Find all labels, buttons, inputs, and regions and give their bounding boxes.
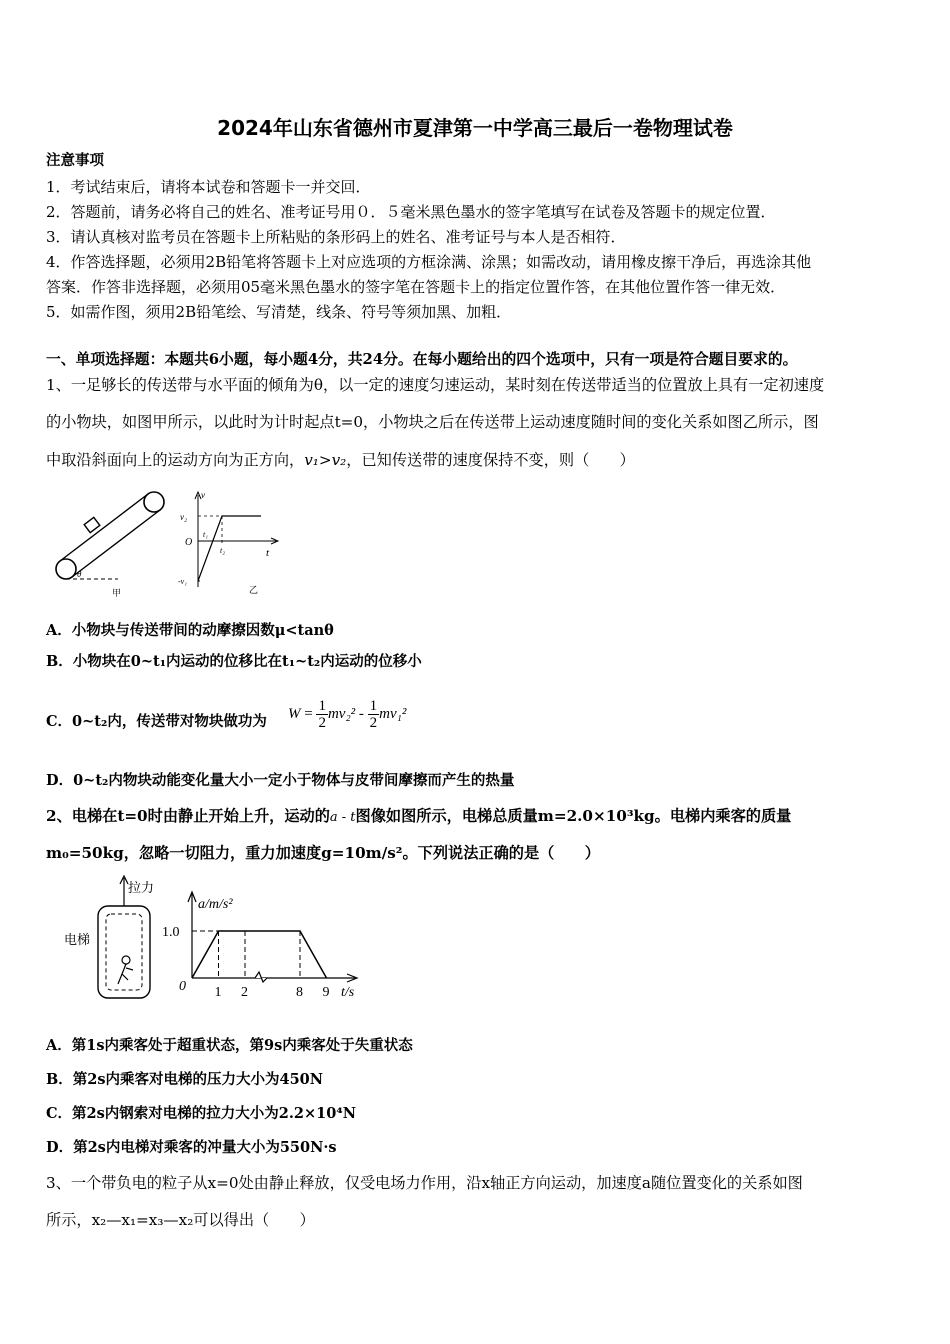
notice-item-5: 5．如需作图，须用2B铅笔绘、写清楚，线条、符号等须加黑、加粗． bbox=[46, 303, 512, 321]
notice-item-4: 4．作答选择题，必须用2B铅笔将答题卡上对应选项的方框涂满、涂黑；如需改动，请用橡皮擦干净后，再选涂其他 bbox=[46, 253, 812, 271]
formula-frac-1: $\frac{1}{2}$ bbox=[318, 698, 326, 731]
q2-option-d[interactable]: D．第2s内电梯对乘客的冲量大小为550N·s bbox=[46, 1139, 337, 1156]
formula-mv2: mv₂² bbox=[327, 705, 356, 722]
at-y-tick-label: 1.0 bbox=[162, 925, 180, 940]
q1-line-1: 1、一足够长的传送带与水平面的倾角为θ，以一定的速度匀速运动，某时刻在传送带适当的位置放上具有一定初速度 bbox=[46, 376, 825, 394]
page-title: 2024年山东省德州市夏津第一中学高三最后一卷物理试卷 bbox=[217, 116, 733, 140]
formula-minus: - bbox=[358, 705, 364, 722]
at-y-axis-label: a/m/s² bbox=[198, 897, 233, 912]
q1-line-3c: ，已知传送带的速度保持不变，则（ ） bbox=[346, 451, 635, 469]
q3-line-1: 3、一个带负电的粒子从x=0处由静止释放，仅受电场力作用，沿x轴正方向运动，加速度a随位置变化的关系如图 bbox=[46, 1174, 803, 1192]
vt-v2-label: v₂ bbox=[180, 512, 188, 522]
q2-option-a[interactable]: A．第1s内乘客处于超重状态，第9s内乘客处于失重状态 bbox=[46, 1037, 413, 1054]
a-t-symbol: a - t bbox=[329, 810, 356, 825]
q1-line-2: 的小物块，如图甲所示，以此时为计时起点t=0，小物块之后在传送带上运动速度随时间的变化关系如图乙所示，图 bbox=[46, 413, 819, 431]
q2-at-chart bbox=[160, 874, 370, 1002]
vt-velocity-line bbox=[198, 516, 261, 581]
notice-item-4-cont: 答案．作答非选择题，必须用05毫米黑色墨水的签字笔在答题卡上的指定位置作答，在其他位置作答一律无效． bbox=[46, 278, 786, 296]
at-origin-label: 0 bbox=[179, 979, 186, 994]
conveyor-block bbox=[84, 517, 100, 532]
formula-frac-2: $\frac{1}{2}$ bbox=[369, 698, 378, 731]
fig-label-jia: 甲 bbox=[112, 588, 122, 598]
q2-figure-elevator bbox=[60, 874, 165, 1002]
notice-item-2: 2．答题前，请务必将自己的姓名、准考证号用０．５毫米黑色墨水的签字笔填写在试卷及答题卡的规定位置． bbox=[46, 203, 776, 221]
at-x-tick-label: 2 bbox=[241, 985, 248, 1000]
q2-option-b[interactable]: B．第2s内乘客对电梯的压力大小为450N bbox=[46, 1071, 324, 1088]
pull-force-label: 拉力 bbox=[128, 880, 155, 895]
q1-line-3 bbox=[46, 450, 635, 470]
notice-item-3: 3．请认真核对监考员在答题卡上所粘贴的条形码上的姓名、准考证号与本人是否相符． bbox=[46, 228, 626, 246]
formula-mv1: mv₁² bbox=[379, 705, 407, 722]
vt-t2-label: t₂ bbox=[220, 546, 226, 555]
q2-option-c[interactable]: C．第2s内钢索对电梯的拉力大小为2.2×10⁴N bbox=[46, 1105, 356, 1122]
q1-line-3a: 中取沿斜面向上的运动方向为正方向， bbox=[46, 451, 305, 469]
q1-option-a[interactable]: A．小物块与传送带间的动摩擦因数μ<tanθ bbox=[46, 622, 334, 639]
vt-origin-label: O bbox=[185, 537, 193, 548]
passenger-figure bbox=[118, 956, 133, 984]
at-x-axis-label: t/s bbox=[341, 985, 355, 1000]
q1-velocity-relation: v₁>v₂ bbox=[304, 451, 347, 469]
at-chart-layer bbox=[162, 892, 357, 1000]
q1-option-c[interactable]: C．0~t₂内，传送带对物块做功为 bbox=[46, 713, 267, 730]
q3-line-2: 所示，x₂—x₁=x₃—x₂可以得出（ ） bbox=[46, 1211, 315, 1229]
theta-label: θ bbox=[77, 569, 82, 579]
q2-line-1: 2、电梯在t=0时由静止开始上升，运动的a - t图像如图所示，电梯总质量m=2.0×10³kg。电梯内乘客的质量 bbox=[46, 807, 792, 825]
q2-line-2: m₀=50kg，忽略一切阻力，重力加速度g=10m/s²。下列说法正确的是（ ） bbox=[46, 844, 600, 862]
section-heading: 一、单项选择题：本题共6小题，每小题4分，共24分。在每小题给出的四个选项中，只有一项是符合题目要求的。 bbox=[46, 351, 798, 368]
elevator-label: 电梯 bbox=[64, 932, 91, 947]
at-x-tick-label: 1 bbox=[214, 985, 222, 1000]
at-x-tick-label: 8 bbox=[296, 985, 303, 1000]
vt-v-axis-label: v bbox=[201, 490, 205, 500]
q1-figure-vt-graph bbox=[176, 485, 286, 600]
vt-t-axis-label: t bbox=[266, 547, 270, 559]
notice-item-1: 1．考试结束后，请将本试卷和答题卡一并交回． bbox=[46, 178, 371, 196]
q1-option-b[interactable]: B．小物块在0~t₁内运动的位移比在t₁~t₂内运动的位移小 bbox=[46, 653, 422, 670]
at-x-tick-label: 9 bbox=[322, 985, 330, 1000]
formula-eq: = bbox=[304, 705, 313, 722]
vt-t1-label: t₁ bbox=[203, 530, 209, 539]
fig-label-yi: 乙 bbox=[249, 585, 259, 595]
formula-w: W bbox=[288, 705, 301, 722]
q1-figure-conveyor bbox=[46, 485, 176, 600]
notice-heading: 注意事项 bbox=[46, 152, 104, 169]
at-axis-break bbox=[255, 972, 267, 982]
vt-negv1-label: -v₁ bbox=[178, 577, 187, 586]
q1-option-c-formula bbox=[288, 698, 406, 731]
q1-option-d[interactable]: D．0~t₂内物块动能变化量大小一定小于物体与皮带间摩擦而产生的热量 bbox=[46, 772, 515, 789]
at-series-line bbox=[192, 931, 327, 978]
